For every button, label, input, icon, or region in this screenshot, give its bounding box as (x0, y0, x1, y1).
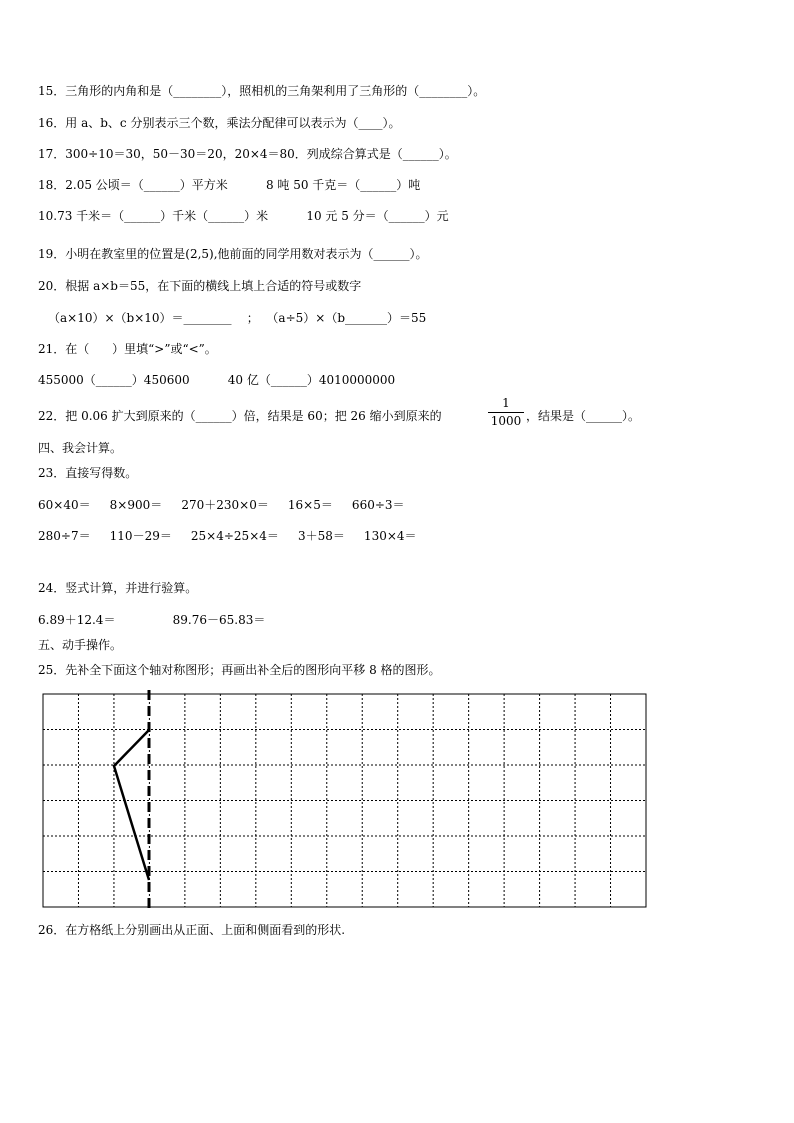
question-20-blanks: （a×10）×（b×10）＝________ ； （a÷5）×（b_______）＝55 (48, 311, 427, 325)
question-15: 15．三角形的内角和是（________），照相机的三角架利用了三角形的（________）。 (38, 84, 486, 98)
question-24-expressions: 6.89＋12.4＝ 89.76－65.83＝ (38, 613, 266, 627)
question-18-line-2: 10.73 千米＝（______）千米（______）米 10 元 5 分＝（______）元 (38, 209, 449, 223)
question-21: 21．在（ ）里填“>”或“<”。 (38, 342, 217, 356)
question-20: 20．根据 a×b＝55，在下面的横线上填上合适的符号或数字 (38, 279, 362, 293)
question-19: 19．小明在教室里的位置是(2,5),他前面的同学用数对表示为（______）。 (38, 247, 428, 261)
fraction-denominator: 1000 (490, 414, 522, 428)
question-24: 24．竖式计算，并进行验算。 (38, 581, 198, 595)
section-5-heading: 五、动手操作。 (38, 638, 123, 652)
fraction-one-thousandth (488, 396, 524, 429)
question-17: 17．300÷10＝30，50－30＝20，20×4＝80．列成综合算式是（______）。 (38, 147, 457, 161)
section-4-heading: 四、我会计算。 (38, 441, 123, 455)
graph-paper-grid (40, 690, 650, 912)
question-18-line-1: 18．2.05 公顷＝（______）平方米 8 吨 50 千克＝（______）吨 (38, 178, 421, 192)
question-23-row-2: 280÷7＝ 110－29＝ 25×4÷25×4＝ 3＋58＝ 130×4＝ (38, 529, 417, 543)
question-25: 25．先补全下面这个轴对称图形；再画出补全后的图形向平移 8 格的图形。 (38, 663, 441, 677)
question-26: 26．在方格纸上分别画出从正面、上面和侧面看到的形状. (38, 923, 346, 937)
question-22-part-2: ，结果是（______）。 (526, 409, 641, 423)
question-23: 23．直接写得数。 (38, 466, 138, 480)
question-22-part-1: 22．把 0.06 扩大到原来的（______）倍，结果是 60；把 26 缩小到原来的 (38, 409, 442, 423)
question-21-blanks: 455000（______）450600 40 亿（______）4010000000 (38, 373, 396, 387)
fraction-numerator: 1 (488, 396, 524, 413)
question-16: 16．用 a、b、c 分别表示三个数，乘法分配律可以表示为（____）。 (38, 116, 401, 130)
question-23-row-1: 60×40＝ 8×900＝ 270＋230×0＝ 16×5＝ 660÷3＝ (38, 498, 405, 512)
half-figure (114, 730, 149, 880)
